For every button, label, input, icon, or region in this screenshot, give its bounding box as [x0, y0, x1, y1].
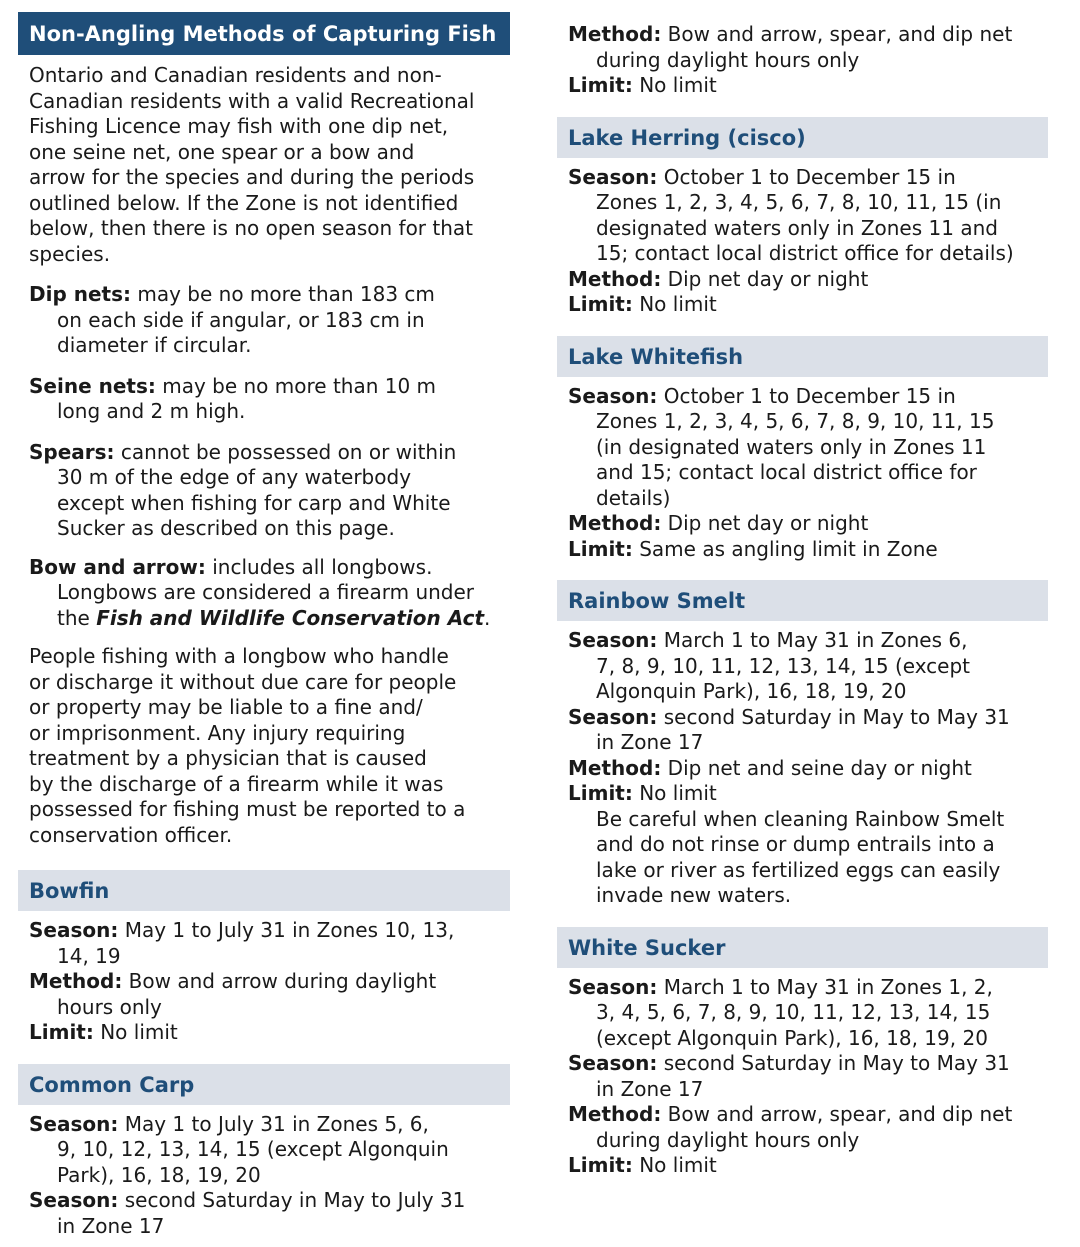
section-common-carp — [18, 1112, 510, 1240]
limit-line: Limit: No limit — [568, 73, 717, 97]
limit-line: Limit: No limit — [568, 292, 717, 316]
section-heading-bowfin: Bowfin — [18, 870, 510, 911]
method-line: Method: Dip net and seine day or night — [568, 755, 972, 780]
rule-seine-nets: Seine nets: may be no more than 10 m long and 2 m high. — [29, 373, 437, 423]
section-heading-common-carp: Common Carp — [18, 1064, 510, 1105]
page-title: Non-Angling Methods of Capturing Fish — [18, 12, 510, 55]
section-lake-herring — [557, 165, 1048, 318]
intro-paragraph: Ontario and Canadian residents and non- Canadian residents with a valid Recreational Fishing Licence may fish with one dip net, one seine net, one spear or a bow and arrow for the species and during the periods outlined below. If the Zone is not identified below, then there is no open season for that species. — [29, 63, 475, 266]
section-heading-rainbow-smelt: Rainbow Smelt — [557, 580, 1048, 621]
season-line: Season: March 1 to May 31 in Zones 1, 2, 3, 4, 5, 6, 7, 8, 9, 10, 11, 12, 13, 14, 15 (except Algonquin Park), 16, 18, 19, 20 — [568, 974, 993, 1050]
longbow-paragraph: People fishing with a longbow who handle or discharge it without due care for people or property may be liable to a fine and/ or imprisonment. Any injury requiring treatment by a physician that is caused by the discharge of a firearm while it was possessed for fishing must be reported to a conservation officer. — [29, 644, 466, 847]
right-column — [557, 0, 1048, 1179]
section-bowfin — [18, 918, 510, 1046]
season-line: Season: May 1 to July 31 in Zones 10, 13, 14, 19 — [29, 918, 455, 968]
method-line: Method: Bow and arrow, spear, and dip net during daylight hours only — [568, 22, 1013, 72]
method-line: Method: Dip net day or night — [568, 266, 869, 291]
limit-line: Limit: No limit — [568, 781, 717, 805]
section-heading-lake-herring: Lake Herring (cisco) — [557, 117, 1048, 158]
method-line: Method: Bow and arrow, spear, and dip net during daylight hours only — [568, 1102, 1013, 1152]
section-common-carp-continued — [557, 22, 1048, 99]
season-line: Season: October 1 to December 15 in Zones 1, 2, 3, 4, 5, 6, 7, 8, 10, 11, 15 (in designated waters only in Zones 11 and 15; contact local district office for details) — [568, 164, 1014, 265]
limit-line: Limit: No limit — [29, 1020, 178, 1044]
method-line: Method: Dip net day or night — [568, 511, 869, 535]
rule-spears: Spears: cannot be possessed on or within 30 m of the edge of any waterbody except when fishing for carp and White Sucker as described on this page. — [29, 439, 457, 540]
season-line: Season: March 1 to May 31 in Zones 6, 7, 8, 9, 10, 11, 12, 13, 14, 15 (except Algonquin Park), 16, 18, 19, 20 — [568, 628, 971, 703]
rule-dip-nets: Dip nets: may be no more than 183 cm on each side if angular, or 183 cm in diameter if circular. — [29, 282, 435, 357]
season-line: Season: May 1 to July 31 in Zones 5, 6, 9, 10, 12, 13, 14, 15 (except Algonquin Park), 16, 18, 19, 20 — [29, 1111, 449, 1187]
section-heading-white-sucker: White Sucker — [557, 927, 1048, 968]
act-title: Fish and Wildlife Conservation Act — [96, 605, 485, 630]
limit-line: Limit: No limit — [568, 1153, 717, 1177]
method-line: Method: Bow and arrow during daylight hours only — [29, 969, 437, 1019]
limit-line: Limit: Same as angling limit in Zone — [568, 536, 938, 561]
section-white-sucker — [557, 975, 1048, 1179]
rule-bow-and-arrow: Bow and arrow: includes all longbows. Longbows are considered a firearm under the Fish and Wildlife Conservation Act. — [29, 554, 491, 630]
season-line: Season: October 1 to December 15 in Zones 1, 2, 3, 4, 5, 6, 7, 8, 9, 10, 11, 15 (in designated waters only in Zones 11 and 15; contact local district office for details) — [568, 383, 995, 510]
season-line: Season: second Saturday in May to May 31 in Zone 17 — [568, 1051, 1010, 1101]
left-column — [18, 0, 510, 1239]
season-line: Season: second Saturday in May to July 31 in Zone 17 — [29, 1188, 466, 1238]
smelt-caution-note: Be careful when cleaning Rainbow Smelt and do not rinse or dump entrails into a lake or river as fertilized eggs can easily invade new waters. — [596, 806, 1005, 907]
section-heading-lake-whitefish: Lake Whitefish — [557, 336, 1048, 377]
season-line: Season: second Saturday in May to May 31 in Zone 17 — [568, 704, 1010, 754]
section-rainbow-smelt — [557, 628, 1048, 909]
section-lake-whitefish — [557, 384, 1048, 563]
